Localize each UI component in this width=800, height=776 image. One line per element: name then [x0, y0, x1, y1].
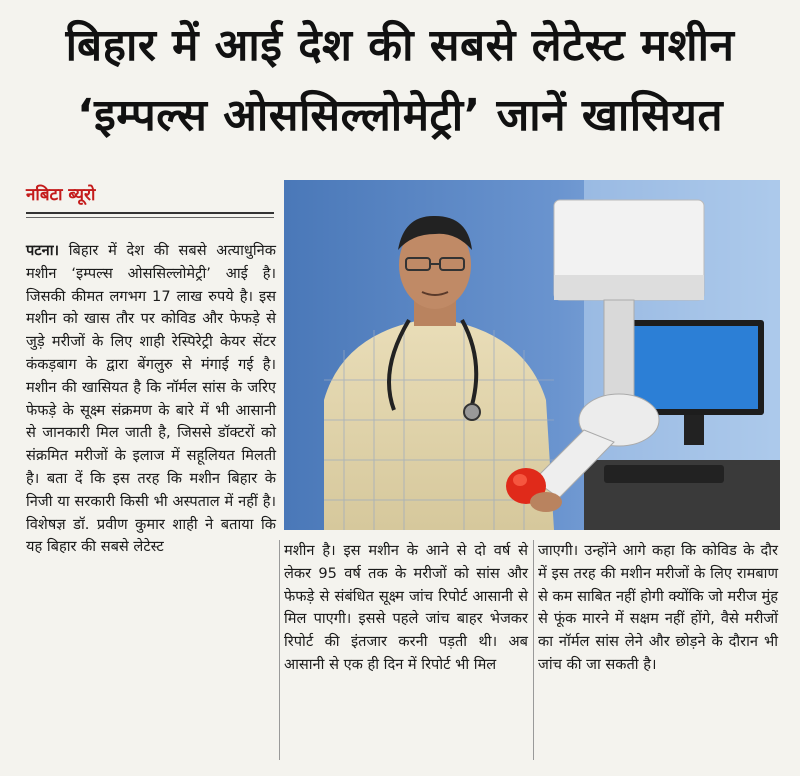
- headline-line-1: बिहार में आई देश की सबसे लेटेस्ट मशीन: [65, 20, 735, 71]
- headline-line-2: ‘इम्पल्स ओससिल्लोमेट्री’ जानें खासियत: [76, 90, 724, 141]
- article-column-1: [26, 240, 276, 760]
- dateline: पटना।: [26, 242, 60, 259]
- article-column-3: [538, 540, 778, 760]
- column-2-text: मशीन है। इस मशीन के आने से दो वर्ष से लेकर 95 वर्ष तक के मरीजों को सांस और फेफड़े से संबंधित सूक्ष्म जांच रिपोर्ट आसानी से मिल पाएगी। इससे पहले जांच बाहर भेजकर रिपोर्ट की इंतजार करनी पड़ती थी। अब आसानी से एक ही दिन में रिपोर्ट भी मिल: [284, 542, 528, 673]
- column-3-text: जाएगी। उन्होंने आगे कहा कि कोविड के दौर में इस तरह की मशीन मरीजों के लिए रामबाण से कम साबित नहीं होगी क्योंकि जो मरीज मुंह से फूंक मारने में सक्षम नहीं होंगे, वैसे मरीजों का नॉर्मल सांस लेने और छोड़ने के दौरान भी जांच की जा सकती है।: [538, 542, 778, 673]
- doctor-with-machine-photo: [284, 180, 780, 530]
- byline: नबिटा ब्यूरो: [26, 185, 96, 205]
- article-photo: [284, 180, 780, 530]
- byline-rule: [26, 212, 274, 214]
- article-column-2: [284, 540, 528, 760]
- byline-rule-thin: [26, 217, 274, 218]
- column-divider: [533, 540, 534, 760]
- column-divider: [279, 540, 280, 760]
- column-1-text: बिहार में देश की सबसे अत्याधुनिक मशीन ‘इम्पल्स ओससिल्लोमेट्री’ आई है। जिसकी कीमत लगभग 17 लाख रुपये है। इस मशीन को खास तौर पर कोविड और फेफड़े से जुड़े मरीजों के लिए शाही रेस्पिरेट्री केयर सेंटर कंकड़बाग के द्वारा बेंगलुरु से मंगाई गई है। मशीन की खासियत है कि नॉर्मल सांस के जरिए फेफड़े के सूक्ष्म संक्रमण के बारे में भी आसानी से जानकारी मिल जाती है, जिससे डॉक्टरों को संक्रमित मरीजों के इलाज में सहूलियत मिलती है। बता दें कि इस तरह कि मशीन बिहार के निजी या सरकारी किसी भी अस्पताल में नहीं है। विशेषज्ञ डॉ. प्रवीण कुमार शाही ने बताया कि यह बिहार की सबसे लेटेस्ट: [26, 242, 276, 556]
